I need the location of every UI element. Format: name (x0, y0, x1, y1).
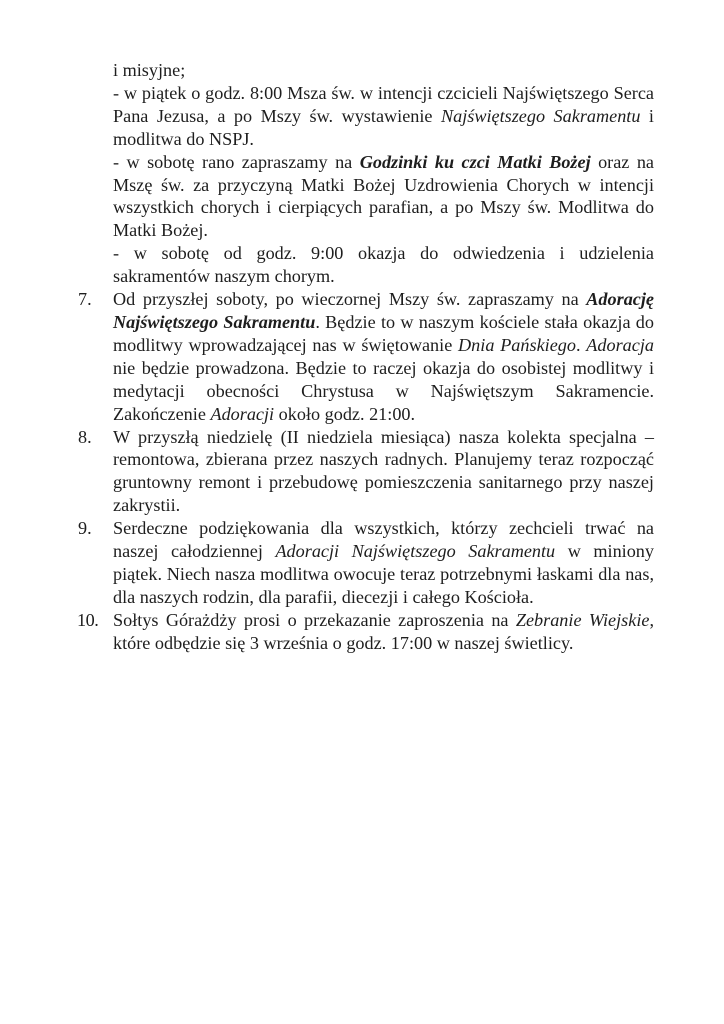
italic-text: Dnia Pańskiego (458, 334, 576, 355)
adoration-emphasis: Adorację Najświętszego Sakramentu (113, 289, 654, 332)
list-item-10 (77, 609, 655, 655)
item-number: 10. (77, 609, 99, 630)
item-text: w miniony piątek. Niech nasza modlitwa owocuje teraz potrzebnymi łaskami dla nas, dla naszych rodzin, dla parafii, diecezji i całego Kościoła. (113, 541, 654, 607)
continuation-line (113, 59, 654, 82)
friday-italic-text: Najświętszego Sakramentu (440, 105, 641, 126)
continuation-text: i misyjne; (113, 60, 186, 80)
item-text: około godz. 21:00. (274, 403, 416, 424)
italic-text: Adoracji (210, 403, 275, 424)
friday-announcement (113, 82, 654, 151)
list-item-8 (78, 426, 654, 518)
saturday-morning-text-end: oraz na Mszę św. za przyczyną Matki Bożej Uzdrowienia Chorych w intencji wszystkich chorych i cierpiących parafian, a po Mszy św. Modlitwa do Matki Bożej. (113, 151, 654, 241)
saturday-morning-text: - w sobotę rano zapraszamy na (113, 151, 360, 172)
item-text: Od przyszłej soboty, po wieczornej Mszy św. zapraszamy na (113, 289, 587, 310)
item-text: Sołtys Górażdży prosi o przekazanie zaproszenia na (113, 609, 516, 630)
announcements-body (77, 59, 655, 655)
italic-text: Adoracja (586, 334, 654, 355)
italic-text: Zebranie Wiejskie (515, 609, 650, 630)
friday-text: - w piątek o godz. 8:00 Msza św. w intencji czcicieli Najświętszego Serca Pana Jezusa, a po Mszy św. wystawienie (113, 82, 654, 126)
item-text: . (575, 334, 587, 355)
saturday-visit-text: - w sobotę od godz. 9:00 okazja do odwiedzenia i udzielenia sakramentów naszym chorym. (113, 243, 654, 287)
item-text: nie będzie prowadzona. Będzie to raczej okazja do osobistej modlitwy i medytacji obecności Chrystusa w Najświętszym Sakramencie. Zakończenie (113, 357, 654, 424)
item-text: Serdeczne podziękowania dla wszystkich, którzy zechcieli trwać na naszej całodziennej (113, 518, 654, 562)
saturday-visit-announcement (113, 242, 654, 288)
italic-text: Adoracji Najświętszego Sakramentu (275, 541, 556, 562)
item-number: 8. (78, 426, 92, 447)
saturday-morning-announcement (113, 151, 654, 243)
item-text: W przyszłą niedzielę (II niedziela miesiąca) nasza kolekta specjalna – remontowa, zbierana przez naszych radnych. Planujemy teraz rozpocząć gruntowny remont i przebudowę pomieszczenia sanitarnego przy naszej zakrystii. (113, 426, 654, 516)
item-text: . Będzie to w naszym kościele stała okazja do modlitwy wprowadzającej nas w świętowanie (113, 311, 654, 355)
item-number: 7. (78, 289, 92, 310)
list-item-7 (78, 288, 654, 425)
friday-text-end: i modlitwa do NSPJ. (113, 105, 654, 149)
list-item-9 (78, 517, 654, 609)
godzinki-emphasis: Godzinki ku czci Matki Bożej (359, 151, 591, 172)
item-number: 9. (78, 518, 92, 539)
item-text: , które odbędzie się 3 września o godz. 17:00 w naszej świetlicy. (113, 609, 655, 653)
